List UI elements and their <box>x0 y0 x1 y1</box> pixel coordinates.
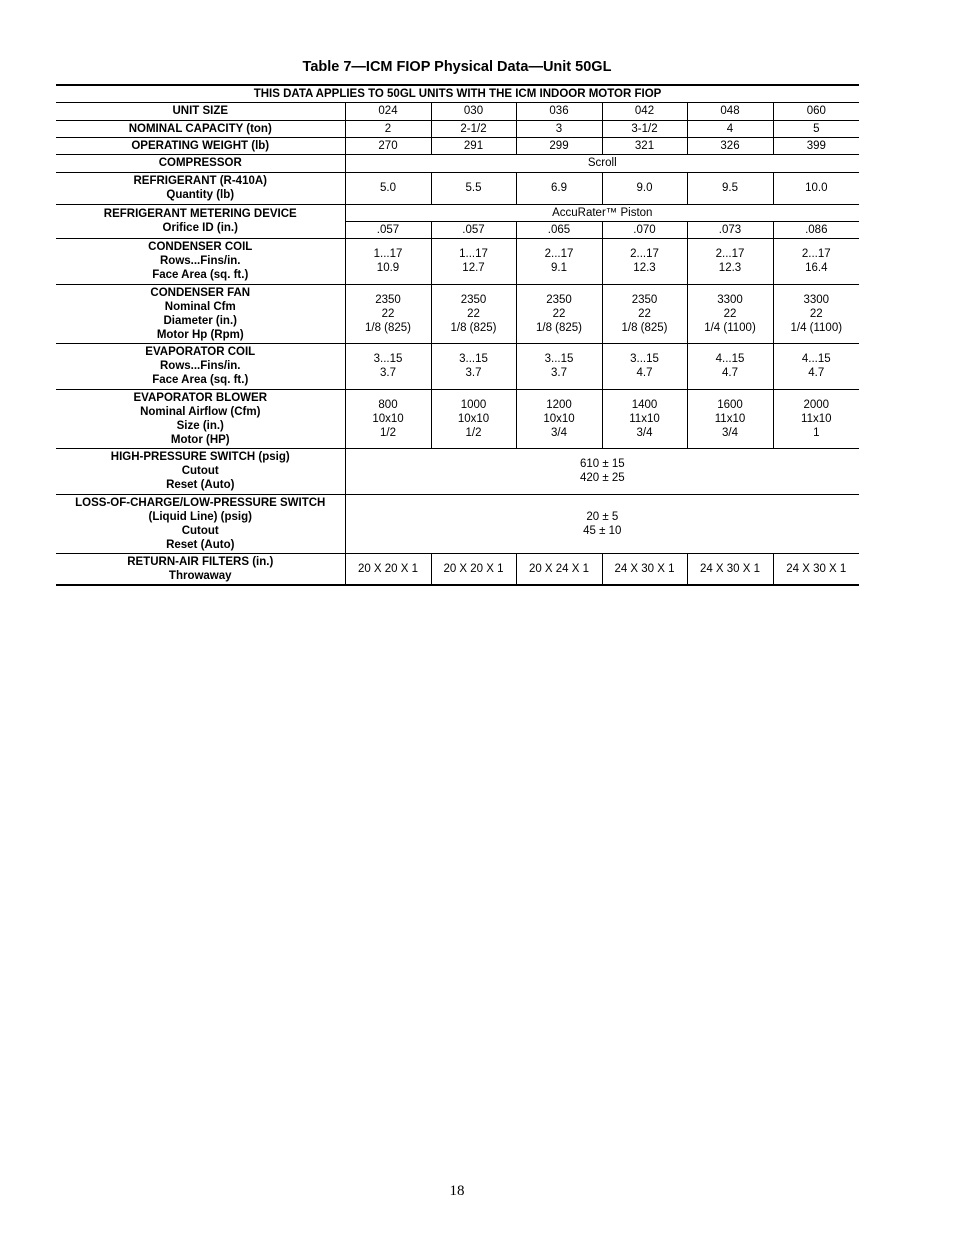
row-label-line: CONDENSER COIL <box>148 241 253 253</box>
value-line: 3300 <box>717 293 743 306</box>
value-line: 2...17 <box>715 248 745 260</box>
compressor-value: Scroll <box>345 154 859 172</box>
row-label-line: Reset (Auto) <box>166 538 235 551</box>
row-label-line: Throwaway <box>168 569 232 582</box>
table-row <box>56 154 859 172</box>
value-cell: 024 <box>345 102 431 120</box>
row-label <box>56 204 345 238</box>
row-label-line: (Liquid Line) (psig) <box>148 510 252 523</box>
value-cell <box>345 343 431 389</box>
value-line: 1 <box>813 426 820 439</box>
value-line: 4.7 <box>636 367 653 379</box>
value-line: 2...17 <box>801 248 831 260</box>
table-row <box>56 389 859 448</box>
row-label-line: Nominal Cfm <box>164 300 236 313</box>
value-line: 800 <box>378 398 398 411</box>
table-row <box>56 120 859 137</box>
value-cell: .057 <box>345 221 431 238</box>
value-cell: 3 <box>516 120 602 137</box>
value-line: 10x10 <box>372 412 404 425</box>
row-label-line: Cutout <box>181 524 219 537</box>
row-label-line: Rows...Fins/in. <box>159 255 241 267</box>
value-line: 3...15 <box>630 353 659 365</box>
value-cell: .070 <box>602 221 687 238</box>
value-line: 1/4 (1100) <box>704 321 756 334</box>
value-line: 3/4 <box>722 426 738 439</box>
value-line: 1/4 (1100) <box>790 321 843 334</box>
value-cell: 291 <box>431 137 516 154</box>
value-cell: .057 <box>431 221 516 238</box>
row-label <box>56 494 345 553</box>
value-line: 1200 <box>546 398 572 411</box>
value-line: 11x10 <box>801 412 832 425</box>
row-label-line: Motor Hp (Rpm) <box>156 328 244 341</box>
value-line: 10x10 <box>543 412 575 425</box>
value-cell <box>345 284 431 343</box>
reset-value: 45 ± 10 <box>583 524 622 537</box>
value-line: 22 <box>467 307 480 320</box>
value-cell <box>602 284 687 343</box>
value-cell <box>516 343 602 389</box>
value-cell: 048 <box>687 102 773 120</box>
row-label <box>56 389 345 448</box>
value-cell: 24 X 30 X 1 <box>687 553 773 585</box>
loss-of-charge-values <box>345 494 859 553</box>
row-label-line: Motor (HP) <box>170 433 230 446</box>
row-label-line: Size (in.) <box>176 419 224 432</box>
row-label-line: Face Area (sq. ft.) <box>152 269 249 281</box>
value-line: 2000 <box>803 398 830 411</box>
value-line: 22 <box>638 307 651 320</box>
value-cell <box>687 238 773 284</box>
row-label-line: Rows...Fins/in. <box>159 360 241 372</box>
value-cell: 24 X 30 X 1 <box>602 553 687 585</box>
table-row <box>56 448 859 494</box>
value-cell: 24 X 30 X 1 <box>773 553 859 585</box>
value-line: 3...15 <box>544 353 574 365</box>
value-line: 22 <box>552 307 566 320</box>
value-line: 2350 <box>631 293 658 306</box>
row-label-line: REFRIGERANT (R-410A) <box>133 175 268 187</box>
value-cell <box>431 284 516 343</box>
row-label-line: Cutout <box>181 465 219 477</box>
table-row <box>56 553 859 585</box>
table-row <box>56 102 859 120</box>
value-line: 4...15 <box>715 353 745 365</box>
banner-text: THIS DATA APPLIES TO 50GL UNITS WITH THE ICM INDOOR MOTOR FIOP <box>56 85 859 102</box>
value-cell: 4 <box>687 120 773 137</box>
value-line: 1...17 <box>459 248 488 260</box>
row-label <box>56 448 345 494</box>
value-cell: 042 <box>602 102 687 120</box>
value-line: 3...15 <box>459 353 488 365</box>
value-cell: 20 X 20 X 1 <box>345 553 431 585</box>
value-cell <box>431 238 516 284</box>
row-label <box>56 172 345 204</box>
value-cell <box>602 343 687 389</box>
value-cell: 326 <box>687 137 773 154</box>
value-line: 4...15 <box>801 353 831 365</box>
value-cell <box>602 238 687 284</box>
row-label: NOMINAL CAPACITY (ton) <box>56 120 345 137</box>
value-cell: 036 <box>516 102 602 120</box>
value-cell <box>516 389 602 448</box>
value-cell <box>516 284 602 343</box>
value-cell: 3-1/2 <box>602 120 687 137</box>
value-line: 1400 <box>631 398 658 411</box>
row-label <box>56 343 345 389</box>
row-label-line: LOSS-OF-CHARGE/LOW-PRESSURE SWITCH <box>75 496 326 509</box>
value-cell: 5.5 <box>431 172 516 204</box>
row-label <box>56 238 345 284</box>
value-cell: 9.5 <box>687 172 773 204</box>
value-cell <box>773 238 859 284</box>
value-line: 1600 <box>717 398 743 411</box>
table-row <box>56 204 859 221</box>
row-label-line: Nominal Airflow (Cfm) <box>140 405 261 418</box>
table-row <box>56 137 859 154</box>
value-cell: 2-1/2 <box>431 120 516 137</box>
value-line: 3...15 <box>373 353 403 365</box>
value-line: 1/8 (825) <box>450 321 497 334</box>
table-title: Table 7—ICM FIOP Physical Data—Unit 50GL <box>302 59 612 75</box>
value-cell: 5 <box>773 120 859 137</box>
value-line: 1...17 <box>373 248 403 260</box>
value-cell: .086 <box>773 221 859 238</box>
value-cell: .065 <box>516 221 602 238</box>
value-line: 4.7 <box>722 367 738 379</box>
row-label <box>56 553 345 585</box>
value-cell <box>773 343 859 389</box>
row-label: OPERATING WEIGHT (lb) <box>56 137 345 154</box>
value-line: 2...17 <box>544 248 574 260</box>
page-number: 18 <box>449 1183 465 1199</box>
value-line: 11x10 <box>629 412 660 425</box>
value-line: 2350 <box>375 293 401 306</box>
row-label-line: CONDENSER FAN <box>150 286 251 299</box>
value-line: 3300 <box>803 293 830 306</box>
physical-data-table <box>56 84 859 586</box>
cutout-value: 610 ± 15 <box>579 458 625 470</box>
value-cell: 399 <box>773 137 859 154</box>
value-cell: 060 <box>773 102 859 120</box>
value-cell <box>431 343 516 389</box>
row-label-line: RETURN-AIR FILTERS (in.) <box>127 555 274 568</box>
table-row <box>56 238 859 284</box>
high-pressure-values <box>345 448 859 494</box>
value-cell <box>516 238 602 284</box>
value-line: 1000 <box>460 398 487 411</box>
value-cell <box>345 389 431 448</box>
table-row <box>56 284 859 343</box>
value-cell: 030 <box>431 102 516 120</box>
value-cell <box>431 389 516 448</box>
value-line: 22 <box>809 307 823 320</box>
value-line: 2350 <box>546 293 572 306</box>
value-cell: 299 <box>516 137 602 154</box>
value-line: 22 <box>381 307 395 320</box>
value-line: 1/2 <box>465 426 482 439</box>
row-label-line: REFRIGERANT METERING DEVICE <box>103 208 297 220</box>
value-cell: 2 <box>345 120 431 137</box>
value-line: 12.3 <box>718 262 742 274</box>
value-line: 16.4 <box>805 262 828 274</box>
row-label-line: Reset (Auto) <box>166 479 235 491</box>
value-cell <box>602 389 687 448</box>
table-row <box>56 494 859 553</box>
row-label-line: Diameter (in.) <box>163 314 237 327</box>
value-line: 1/8 (825) <box>364 321 412 334</box>
value-line: 1/8 (825) <box>535 321 583 334</box>
value-line: 1/8 (825) <box>621 321 668 334</box>
table-row <box>56 172 859 204</box>
value-cell: 321 <box>602 137 687 154</box>
value-cell: 9.0 <box>602 172 687 204</box>
row-label <box>56 284 345 343</box>
value-line: 9.1 <box>551 262 567 274</box>
value-line: 12.3 <box>633 262 656 274</box>
row-label: UNIT SIZE <box>56 102 345 120</box>
value-cell <box>687 284 773 343</box>
value-line: 22 <box>723 307 737 320</box>
row-label-line: Face Area (sq. ft.) <box>152 374 249 386</box>
value-line: 1/2 <box>380 426 396 439</box>
value-cell: 5.0 <box>345 172 431 204</box>
reset-value: 420 ± 25 <box>579 472 625 484</box>
value-line: 4.7 <box>808 367 825 379</box>
row-label-line: EVAPORATOR BLOWER <box>133 391 268 404</box>
value-cell: 20 X 24 X 1 <box>516 553 602 585</box>
metering-device-value: AccuRater™ Piston <box>345 204 859 221</box>
value-line: 3/4 <box>551 426 567 439</box>
value-line: 11x10 <box>714 412 746 425</box>
value-line: 10.9 <box>376 262 400 274</box>
value-line: 10x10 <box>457 412 490 425</box>
value-line: 12.7 <box>462 262 485 274</box>
banner-row <box>56 85 859 102</box>
row-label: COMPRESSOR <box>56 154 345 172</box>
value-cell <box>687 343 773 389</box>
value-cell <box>773 389 859 448</box>
value-line: 2...17 <box>630 248 659 260</box>
value-cell: 10.0 <box>773 172 859 204</box>
row-label-line: EVAPORATOR COIL <box>145 346 256 358</box>
value-cell <box>773 284 859 343</box>
value-line: 3.7 <box>465 367 482 379</box>
value-cell: 6.9 <box>516 172 602 204</box>
value-cell: 270 <box>345 137 431 154</box>
value-line: 3/4 <box>636 426 653 439</box>
value-line: 3.7 <box>380 367 396 379</box>
row-label-line: HIGH-PRESSURE SWITCH (psig) <box>110 451 290 463</box>
value-line: 3.7 <box>551 367 567 379</box>
row-label-line: Orifice ID (in.) <box>162 222 238 234</box>
value-cell: .073 <box>687 221 773 238</box>
value-cell <box>687 389 773 448</box>
row-label-line: Quantity (lb) <box>166 189 235 201</box>
value-cell: 20 X 20 X 1 <box>431 553 516 585</box>
value-cell <box>345 238 431 284</box>
table-row <box>56 343 859 389</box>
cutout-value: 20 ± 5 <box>586 510 619 523</box>
value-line: 2350 <box>460 293 487 306</box>
